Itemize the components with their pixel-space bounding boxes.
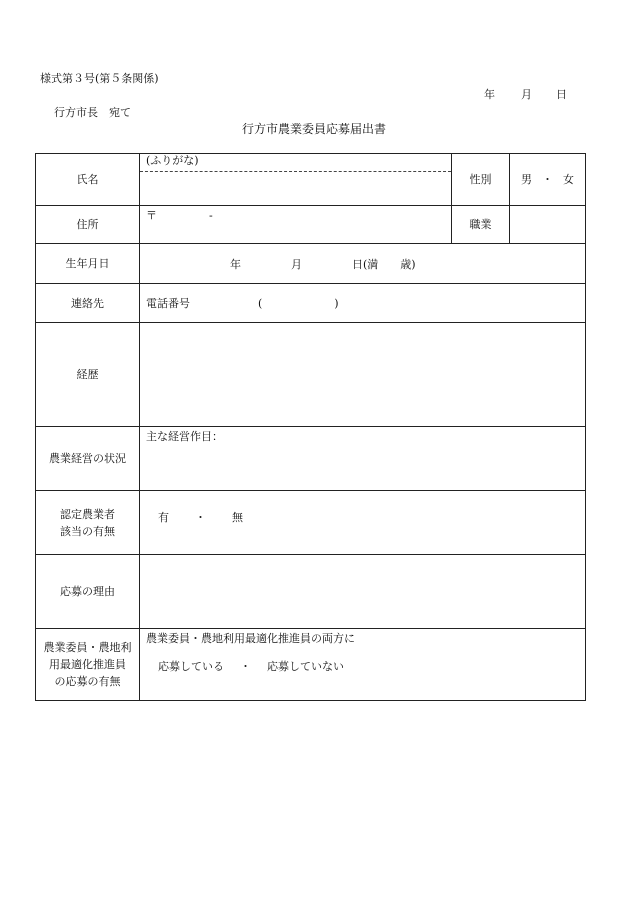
certified-yes[interactable]: 有 (158, 510, 169, 524)
row-address (36, 206, 586, 244)
birth-age-close: 歳) (400, 257, 416, 271)
certified-no[interactable]: 無 (232, 510, 243, 524)
label-contact: 連絡先 (36, 284, 140, 323)
dual-applying[interactable]: 応募している (158, 660, 224, 673)
label-certified-line2: 該当の有無 (60, 524, 115, 538)
phone-paren-close: ) (334, 297, 339, 310)
gender-male[interactable]: 男 (521, 173, 532, 186)
row-dual-application (36, 629, 586, 701)
row-birthdate (36, 244, 586, 284)
address-field[interactable] (140, 206, 452, 244)
phone-paren-open: ( (258, 297, 263, 310)
phone-label: 電話番号 (146, 297, 190, 310)
name-input-area[interactable] (140, 172, 451, 205)
date-line (484, 86, 567, 102)
date-month: 月 (521, 88, 532, 101)
reason-field[interactable] (140, 555, 586, 629)
certified-dot: ・ (195, 510, 206, 524)
application-form-table (35, 153, 586, 701)
label-gender: 性別 (452, 154, 510, 206)
birth-day-age-open: 日(満 (352, 257, 379, 271)
label-dual-line1: 農業委員・農地利 (43, 641, 132, 654)
main-crop-label: 主な経営作目： (146, 430, 223, 443)
dual-not-applying[interactable]: 応募していない (267, 660, 344, 673)
row-certified (36, 491, 586, 555)
label-birthdate: 生年月日 (36, 244, 140, 284)
dual-dot: ・ (240, 660, 251, 673)
date-day: 日 (556, 88, 567, 101)
name-field[interactable] (140, 154, 452, 206)
document-title: 行方市農業委員応募届出書 (242, 122, 387, 136)
label-dual-application (36, 629, 140, 701)
postal-dash: - (209, 209, 213, 222)
row-career (36, 323, 586, 427)
farming-field[interactable] (140, 427, 586, 491)
label-certified-line1: 認定農業者 (60, 507, 115, 521)
certified-field[interactable] (140, 491, 586, 555)
label-reason: 応募の理由 (36, 555, 140, 629)
date-year: 年 (484, 88, 495, 101)
label-certified (36, 491, 140, 555)
furigana-label: (ふりがな) (140, 154, 451, 172)
dual-application-field[interactable] (140, 629, 586, 701)
postal-mark: 〒 (146, 209, 157, 222)
label-farming: 農業経営の状況 (36, 427, 140, 491)
gender-options[interactable] (510, 154, 586, 206)
gender-dot: ・ (542, 173, 553, 186)
occupation-field[interactable] (510, 206, 586, 244)
gender-female[interactable]: 女 (563, 173, 574, 186)
recipient: 行方市長 宛て (54, 106, 131, 119)
birth-month: 月 (291, 257, 302, 271)
label-dual-line3: の応募の有無 (54, 675, 121, 688)
label-occupation: 職業 (452, 206, 510, 244)
row-contact (36, 284, 586, 323)
label-name: 氏名 (36, 154, 140, 206)
label-dual-line2: 用最適化推進員 (49, 658, 126, 671)
row-reason (36, 555, 586, 629)
birth-year: 年 (230, 257, 241, 271)
contact-field[interactable] (140, 284, 586, 323)
row-name (36, 154, 586, 206)
career-field[interactable] (140, 323, 586, 427)
dual-question: 農業委員・農地利用最適化推進員の両方に (146, 632, 355, 645)
label-address: 住所 (36, 206, 140, 244)
label-career: 経歴 (36, 323, 140, 427)
form-code: 様式第３号(第５条関係) (40, 72, 159, 85)
birthdate-field[interactable] (140, 244, 586, 284)
row-farming (36, 427, 586, 491)
